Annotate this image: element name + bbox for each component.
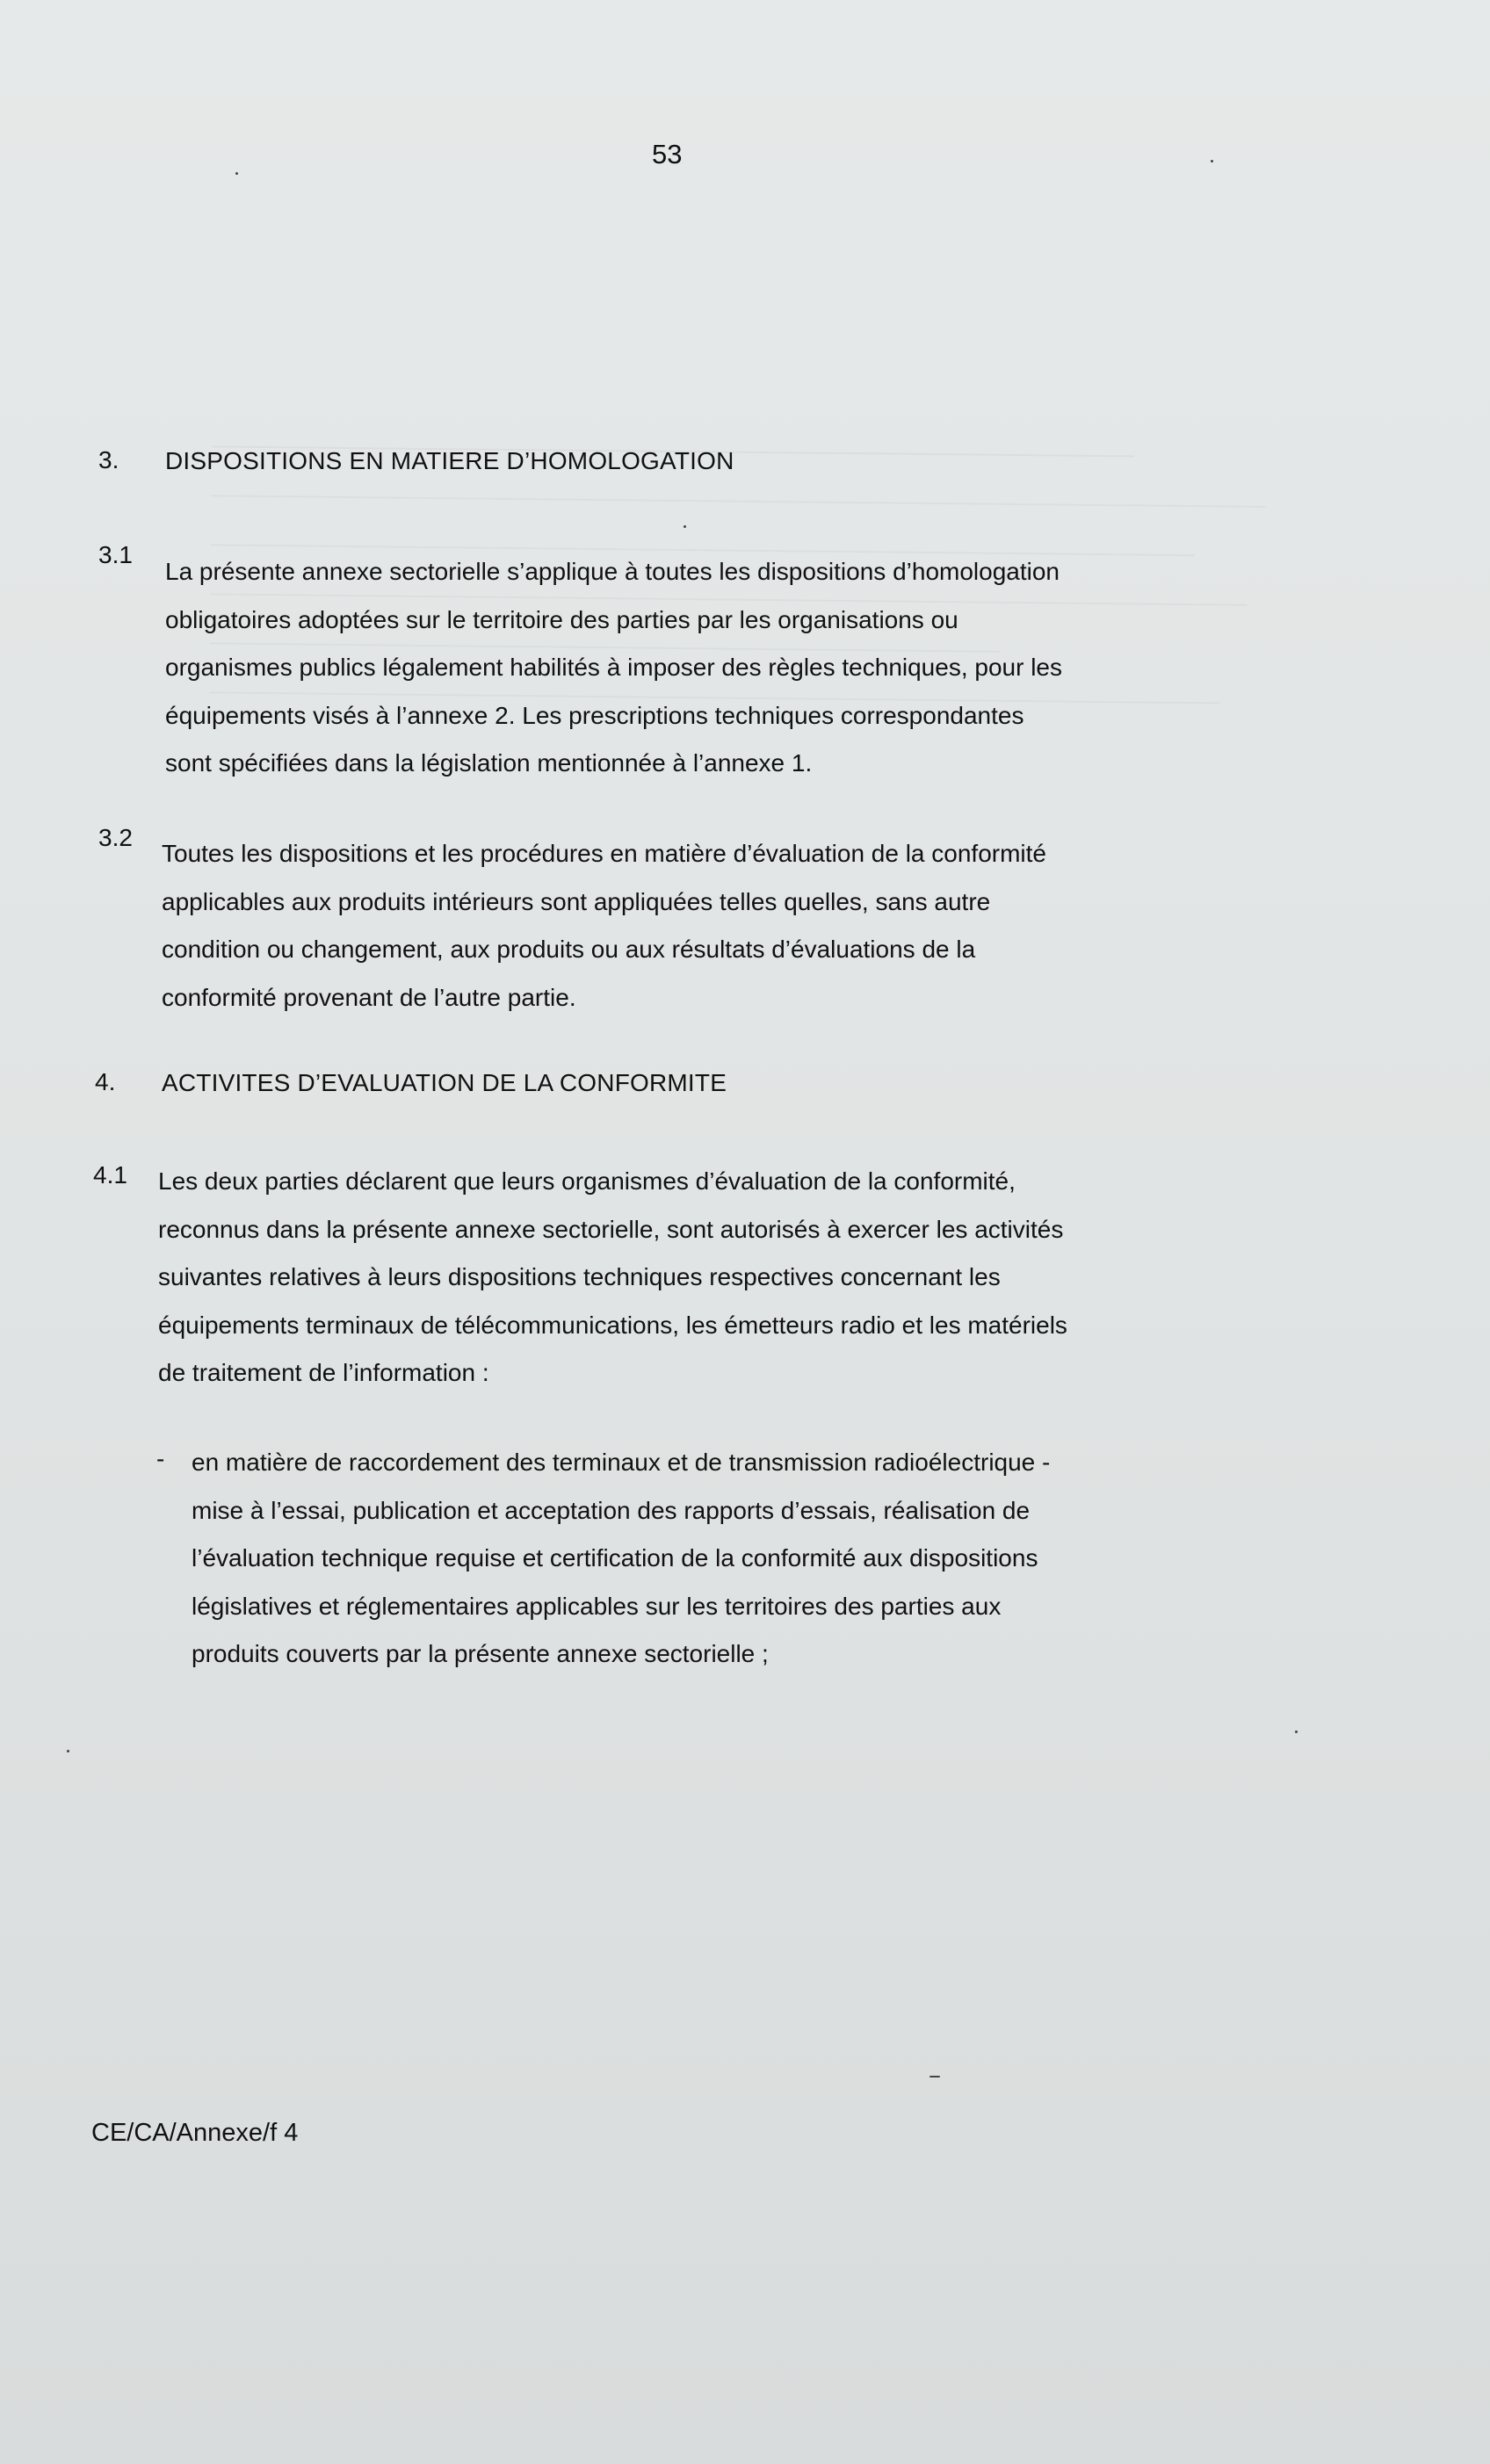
scan-speck [929, 2076, 940, 2077]
paragraph-number: 3.2 [98, 824, 133, 851]
paragraph-line: reconnus dans la présente annexe sectorielle, sont autorisés à exercer les activités [158, 1215, 1064, 1243]
paragraph-line: produits couverts par la présente annexe sectorielle ; [192, 1640, 769, 1667]
scan-speck [235, 172, 238, 175]
scan-speck [1295, 1731, 1298, 1733]
paragraph-line: de traitement de l’information : [158, 1359, 489, 1386]
document-reference: CE/CA/Annexe/f 4 [91, 2119, 299, 2147]
paragraph-3-1 [165, 548, 1062, 788]
paragraph-line: en matière de raccordement des terminaux et de transmission radioélectrique - [192, 1449, 1051, 1476]
section-heading: ACTIVITES D’EVALUATION DE LA CONFORMITE [162, 1069, 727, 1096]
scan-speck [67, 1750, 69, 1752]
paragraph-4-1 [158, 1158, 1067, 1398]
paragraph-number: 3.1 [98, 541, 133, 568]
bullet-item [192, 1439, 1050, 1679]
section-number: 4. [95, 1068, 116, 1095]
paragraph-line: organismes publics légalement habilités à imposer des règles techniques, pour les [165, 654, 1063, 681]
page-number: 53 [652, 139, 683, 170]
bullet-dash: - [156, 1445, 165, 1472]
section-number: 3. [98, 446, 119, 473]
paragraph-line: législatives et réglementaires applicables sur les territoires des parties aux [192, 1592, 1002, 1620]
paragraph-line: l’évaluation technique requise et certification de la conformité aux dispositions [192, 1544, 1038, 1572]
paragraph-line: mise à l’essai, publication et acceptation des rapports d’essais, réalisation de [192, 1496, 1031, 1524]
paragraph-line: Toutes les dispositions et les procédures en matière d’évaluation de la conformité [162, 840, 1047, 867]
paragraph-line: suivantes relatives à leurs dispositions techniques respectives concernant les [158, 1263, 1001, 1290]
paragraph-number: 4.1 [93, 1161, 127, 1189]
paragraph-line: Les deux parties déclarent que leurs organismes d’évaluation de la conformité, [158, 1167, 1016, 1195]
paragraph-line: applicables aux produits intérieurs sont appliquées telles quelles, sans autre [162, 887, 991, 915]
paragraph-line: obligatoires adoptées sur le territoire des parties par les organisations ou [165, 605, 958, 633]
paragraph-line: condition ou changement, aux produits ou aux résultats d’évaluations de la [162, 936, 976, 963]
paragraph-line: La présente annexe sectorielle s’applique à toutes les dispositions d’homologation [165, 558, 1060, 585]
paragraph-line: équipements visés à l’annexe 2. Les prescriptions techniques correspondantes [165, 701, 1024, 729]
paragraph-line: sont spécifiées dans la législation mentionnée à l’annexe 1. [165, 749, 813, 777]
paragraph-line: conformité provenant de l’autre partie. [162, 983, 576, 1011]
paragraph-line: équipements terminaux de télécommunications, les émetteurs radio et les matériels [158, 1311, 1067, 1339]
scan-speck [1211, 160, 1213, 163]
paragraph-3-2 [162, 830, 1046, 1022]
scan-speck [684, 525, 686, 528]
section-heading: DISPOSITIONS EN MATIERE D’HOMOLOGATION [165, 447, 734, 474]
